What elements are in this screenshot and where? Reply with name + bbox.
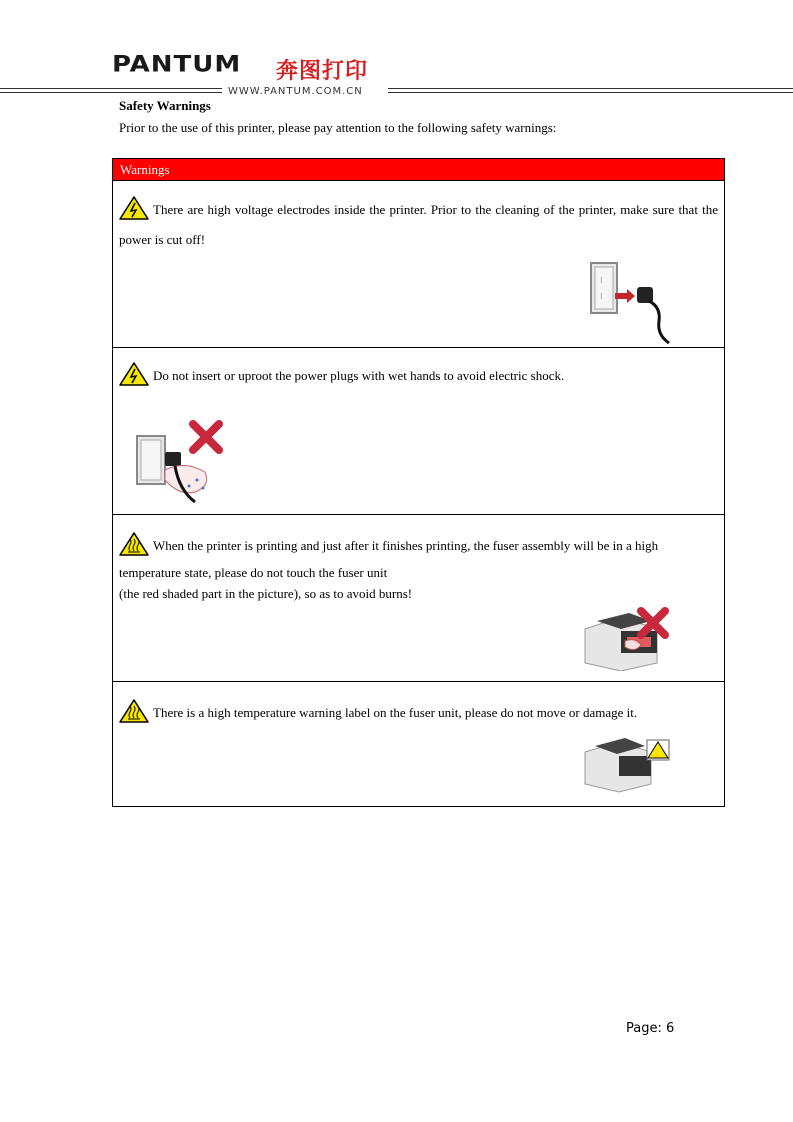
- warning-row-4: [113, 682, 724, 806]
- fuser-hot-image: [581, 607, 671, 671]
- page-number: Page: 6: [626, 1021, 675, 1036]
- header-rule-left-2: [0, 92, 222, 93]
- warnings-table: [112, 158, 725, 807]
- warning-text-1: There are high voltage electrodes inside the printer. Prior to the cleaning of the printer, make sure that the power is cut off!: [119, 202, 718, 247]
- warning-text-2: Do not insert or uproot the power plugs with wet hands to avoid electric shock.: [153, 368, 565, 383]
- brand-logo-cn: 奔图打印: [276, 59, 369, 84]
- header-rule-left-1: [0, 88, 222, 89]
- high-voltage-warning-icon: [119, 362, 149, 394]
- warning-row-2: [113, 348, 724, 515]
- prohibited-cross-icon: [193, 424, 219, 450]
- warning-row-1: [113, 181, 724, 348]
- warning-text-3-note: (the red shaded part in the picture), so as to avoid burns!: [119, 586, 413, 601]
- high-voltage-warning-icon: [119, 196, 149, 228]
- warning-text-4: There is a high temperature warning label on the fuser unit, please do not move or damage it.: [153, 705, 638, 720]
- fuser-label-image: [583, 734, 673, 794]
- warnings-table-header: Warnings: [113, 159, 724, 181]
- page-header: [0, 0, 793, 100]
- brand-url: WWW.PANTUM.COM.CN: [228, 86, 363, 97]
- section-title: Safety Warnings: [119, 98, 211, 113]
- hot-surface-warning-icon: [119, 532, 149, 562]
- svg-text:⁝: ⁝: [600, 276, 603, 285]
- hot-surface-warning-icon: [119, 699, 149, 731]
- svg-text:⁝: ⁝: [600, 292, 603, 301]
- wet-hands-plug-image: [135, 420, 225, 504]
- unplug-power-image: [589, 261, 685, 345]
- header-rule-right-2: [388, 92, 793, 93]
- section-intro: Prior to the use of this printer, please pay attention to the following safety warnings:: [119, 120, 557, 135]
- header-rule-right-1: [388, 88, 793, 89]
- brand-logo: PANTUM: [112, 52, 242, 78]
- warning-text-3: When the printer is printing and just after it finishes printing, the fuser assembly will be in a high temperature state, please do not touch the fuser unit: [119, 538, 659, 580]
- warning-row-3: [113, 515, 724, 682]
